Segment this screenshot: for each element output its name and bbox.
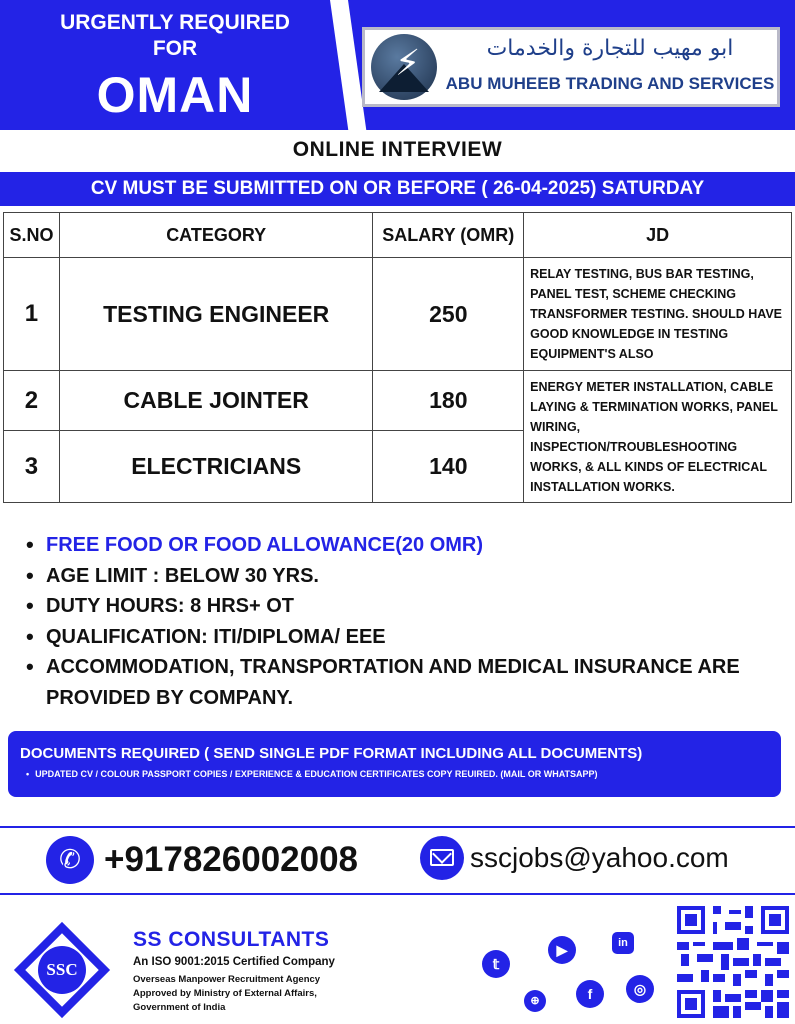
list-item: • FREE FOOD OR FOOD ALLOWANCE(20 OMR) (22, 530, 792, 561)
country-title: OMAN (96, 67, 254, 123)
interview-mode: ONLINE INTERVIEW (292, 138, 503, 161)
header (0, 0, 795, 130)
table-header-row (4, 213, 792, 258)
row-sno: 1 (4, 258, 60, 371)
list-item: • DUTY HOURS: 8 HRS+ OT (22, 591, 792, 622)
divider-top (0, 826, 795, 828)
row-salary: 140 (373, 431, 524, 503)
table-row (4, 371, 792, 431)
row-category: ELECTRICIANS (59, 431, 372, 503)
column-header-salary: SALARY (OMR) (373, 213, 524, 258)
company-name-english: ABU MUHEEB TRADING AND SERVICES (445, 74, 775, 93)
mail-icon (420, 836, 464, 880)
list-item: • QUALIFICATION: ITI/DIPLOMA/ EEE (22, 622, 792, 653)
company-name-arabic: ابو مهيب للتجارة والخدمات (486, 36, 734, 61)
documents-box (8, 731, 781, 797)
qr-code[interactable] (677, 906, 789, 1018)
row-sno: 2 (4, 371, 60, 431)
consultancy-name: SS CONSULTANTS (133, 928, 330, 951)
row-jd: RELAY TESTING, BUS BAR TESTING, PANEL TEST, SCHEME CHECKING TRANSFORMER TESTING. SHOULD HAVE GOOD KNOWLEDGE IN TESTING EQUIPMENT'S ALSO (524, 258, 792, 371)
table-row (4, 258, 792, 371)
email-address[interactable]: sscjobs@yahoo.com (470, 842, 729, 873)
ssc-logo-text: SSC (38, 946, 86, 994)
documents-detail: • UPDATED CV / COLOUR PASSPORT COPIES / EXPERIENCE & EDUCATION CERTIFICATES COPY REUIRED. (MAIL OR WHATSAPP) (26, 769, 598, 779)
facebook-icon[interactable]: f (576, 980, 604, 1008)
column-header-jd: JD (524, 213, 792, 258)
row-salary: 180 (373, 371, 524, 431)
row-category: CABLE JOINTER (59, 371, 372, 431)
ssc-logo (16, 924, 108, 1016)
row-jd-shared: ENERGY METER INSTALLATION, CABLE LAYING & TERMINATION WORKS, PANEL WIRING, INSPECTION/TROUBLESHOOTING WORKS, & ALL KINDS OF ELECTRICAL INSTALLATION WORKS. (524, 371, 792, 503)
web-icon[interactable]: ⊕ (524, 990, 546, 1012)
company-logo (362, 27, 780, 107)
phone-icon: ✆ (46, 836, 94, 884)
row-category: TESTING ENGINEER (59, 258, 372, 371)
linkedin-icon[interactable]: in (612, 932, 634, 954)
lightning-bolt-mountain-icon: ⚡ (371, 34, 437, 100)
phone-number[interactable]: +917826002008 (104, 840, 359, 879)
instagram-icon[interactable]: ◎ (626, 975, 654, 1003)
row-salary: 250 (373, 258, 524, 371)
benefits-list (22, 530, 792, 713)
youtube-icon[interactable]: ▶ (548, 936, 576, 964)
documents-title: DOCUMENTS REQUIRED ( SEND SINGLE PDF FORMAT INCLUDING ALL DOCUMENTS) (20, 745, 643, 762)
twitter-icon[interactable]: 𝕥 (482, 950, 510, 978)
row-sno: 3 (4, 431, 60, 503)
list-item: • AGE LIMIT : BELOW 30 YRS. (22, 561, 792, 592)
approval-line: Approved by Ministry of External Affairs, (133, 988, 317, 999)
jobs-table (3, 212, 792, 503)
deadline-banner: CV MUST BE SUBMITTED ON OR BEFORE ( 26-04-2025) SATURDAY (0, 172, 795, 206)
divider-bottom (0, 893, 795, 895)
iso-certification: An ISO 9001:2015 Certified Company (133, 956, 335, 968)
column-header-category: CATEGORY (59, 213, 372, 258)
urgent-heading: URGENTLY REQUIRED FOR (60, 11, 290, 60)
column-header-sno: S.NO (4, 213, 60, 258)
list-item: • ACCOMMODATION, TRANSPORTATION AND MEDICAL INSURANCE ARE PROVIDED BY COMPANY. (22, 652, 792, 713)
agency-line: Overseas Manpower Recruitment Agency (133, 974, 321, 985)
government-line: Government of India (133, 1002, 226, 1013)
